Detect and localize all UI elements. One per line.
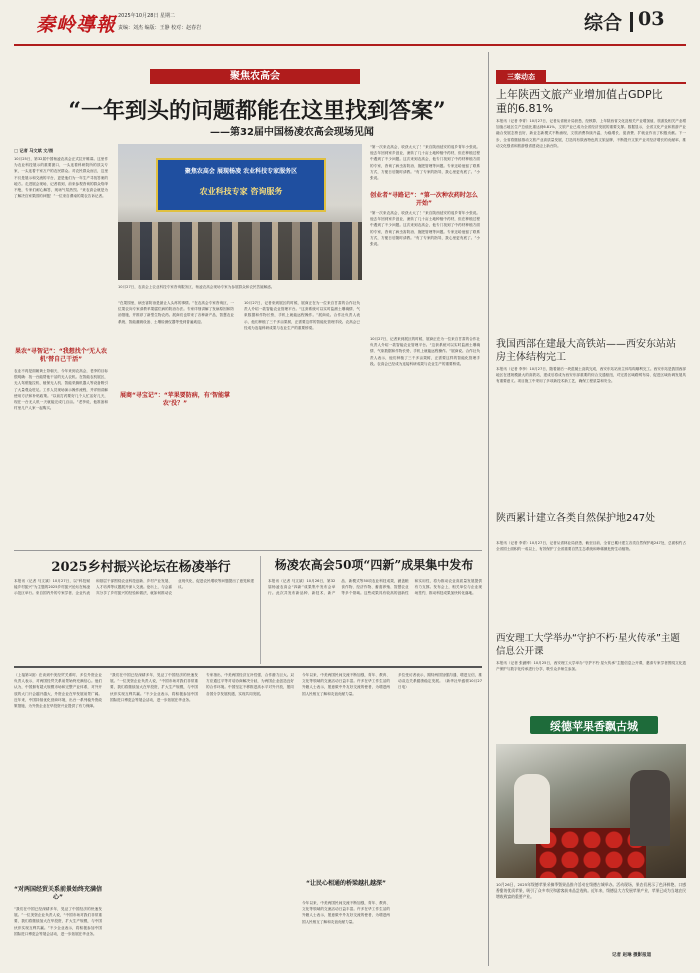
forum-headline: 2025乡村振兴论坛在杨凌举行: [51, 560, 231, 575]
right-column-divider: [488, 52, 489, 966]
news-3-body: 本报讯（记者 李青）10月27日，记者从省林业局获悉，截至目前，全省已累计建立各类自然保护地247处，总面积约占全省国土面积的一成以上，有效保护了全省重要自然生态系统和珍稀濒危野生动植物。: [496, 541, 686, 552]
bottom-col-3: 专家指出，中美两国经济互补性强，合作潜力巨大。双方应通过平等对话协商解决分歧，为两国企业创造良好的合作环境。中国坚定不移推进高水平对外开放，愿同各国分享发展机遇，实现共同发展。: [206, 673, 294, 696]
release-headline: 杨凌农高会50项“四新”成果集中发布: [274, 558, 474, 572]
photo-person-right: [630, 770, 670, 846]
masthead-logo: 秦岭導報: [36, 14, 117, 36]
page-divider-bar: [630, 12, 633, 32]
date-line: 2025年10月28日 星期二: [118, 13, 176, 19]
news-1-body: 本报讯（记者 李青）10月27日，记者从省统计局获悉，经核算，上年陕西省文化及相关产业增加值、旅游及相关产业增加值占地区生产总值比重达到6.81%，文旅产业已成为全省经济发展的重要支撑。数据显示，全省文化产业和旅游产业融合发展态势良好，新业态新模式不断涌现，文旅消费持续升温，为稳增长、促消费、扩就业作出了积极贡献。下一步，全省将继续推动文旅产业高质量发展，打造具有陕西特色的文旅品牌，不断提升文旅产业对经济增长的贡献率，推动文化强省和旅游强省建设迈上新台阶。: [496, 119, 686, 148]
news-4-body: 本报讯（记者 张涵博）10月25日，西安理工大学举办“守护不朽·星火传承”主题信息公开课，邀请专家学者围绕文化遗产保护与数字化传承进行分享，吸引众多师生参加。: [496, 661, 686, 672]
feature-col-1: 10月25日，第32届中国杨凌农高会正式拉开帷幕。这里作为农业科技展示的重要窗口，一头连着科研院所的顶尖专家，一头连着千家万户的农民群众。对农民群众而言，这里不仅是展示和交流的平台，更是他们为一年生产寻找答案的地方。走进展会现场，记者看到，前来参观咨询的群众络绎不绝，专家们耐心解答，现场气氛热烈。“来农高会就是为了解决自家果园的问题！”一位来自渭南的果农告诉记者。: [14, 157, 108, 199]
photo-signboard-banner: 农业科技专家 咨询服务: [199, 187, 283, 196]
forum-body: 本报讯（记者 马文斌）10月27日，以“科技赋能乡村振兴”为主题的2025乡村振兴论坛在杨凌示范区举行。来自国内外的专家学者、企业代表和基层干部围绕农业科技创新、乡村产业发展、人才培养等议题展开深入交流。论坛上，与会嘉宾分享了乡村振兴的经验和做法，就如何推动农业现代化、促进农民增收等问题提出了意见和建议。: [14, 579, 254, 596]
bottom-col-1: （上接第1版）在谈到中美经贸关系时，多位外资企业负责人表示，对两国经贸关系前景始终充满信心。他们认为，中国拥有超大规模市场和完整产业体系，对外开放的大门只会越开越大，外资企业在华发展前景广阔。近年来，中国持续优化营商环境，出台一系列稳外资政策措施，为外资企业在华投资兴业提供了有力保障。: [14, 673, 102, 709]
masthead-rule: [14, 44, 686, 46]
feature-col-5-text: “第一次来农高会，收获太大了！”来自陕西延安的返乡青年小张说。他去年回到家乡创业，流转了几十亩土地种植中药材，但在种植过程中遇到了不少问题。这次来到农高会，他专门找到了中药材种植方面的专家，咨询了病虫害防治、施肥管理等问题。专家还给他留了联系方式，方便日后随时请教。“有了专家的指导，我心里更有底了。”小张说。: [370, 145, 480, 181]
feature-headline: “一年到头的问题都能在这里找到答案”: [68, 98, 446, 124]
feature-col-4b: 10月27日，记者来到展区的时候，展商正在为一位来自甘肃的合作社负责人介绍一款智能农业管理平台。“这套系统可以实时监测土壤墒情、气象数据和作物长势，手机上就能远程操作。”展商说。合作社负责人表示，他们种植了三千多亩果树，正需要这样的智能化管理手段。农高会已经成为连接科研成果与农业生产的重要桥梁。: [370, 337, 480, 366]
separator-1: [14, 550, 482, 551]
bottom-col-5: 多位受访者表示，期待两国加强沟通、增进互信，推动双边关系健康稳定发展。（新华社华盛顿10月27日电）: [398, 673, 482, 690]
photo-person-left: [514, 774, 550, 844]
apple-photo-caption: 10月26日，2025年绥德苹果采摘季暨果品推介活动在绥德古城举办。活动现场，果农们展示了色泽鲜艳、口感香甜的优质苹果，吸引了众多市民和游客前来品尝选购。近年来，绥德县大力发展苹果产业，苹果已成为当地农民增收致富的重要产业。: [496, 882, 686, 899]
bottom-col-1b: “我们在中国已经深耕多年，见证了中国经济的快速发展。”一位美资企业负责人说，“中国市场对我们非常重要，我们将继续加大在华投资，扩大生产规模，与中国伙伴实现互利共赢。”不少企业表示，将积极参加中国国际进口博览会等展会活动，进一步拓展在华业务。: [14, 907, 102, 936]
feature-subhead: ——第32届中国杨凌农高会现场见闻: [210, 127, 374, 138]
bottom-col-2: “我们在中国已经深耕多年，见证了中国经济的快速发展。”一位美资企业负责人说，“中国市场对我们非常重要，我们将继续加大在华投资，扩大生产规模，与中国伙伴实现互利共赢。”不少企业表示，将积极参加中国国际进口博览会等展会活动，进一步拓展在华业务。: [110, 673, 198, 702]
editors-line: 责编：刘杰 编版：王静 校对：赵春岩: [118, 25, 202, 31]
feature-photo-caption: 10月27日，农高会上农业科技专家咨询服务区，杨凌农高会现场专家为参展群众和农民答疑解惑。: [118, 285, 275, 289]
bottom-col-4a: 今年以来，中美两国民间交流不断加强，青年、教育、文化等领域的交流活动日益丰富。许多在华工作生活的外籍人士表示，愿意做中外友好交流的使者，为增进两国人民相互了解和友谊贡献力量。: [302, 673, 390, 696]
feature-photo: [118, 144, 362, 280]
feature-col-2: 农业不再是面朝黄土背朝天，今年来到农高会，老李的目标很明确：找一台能帮他干活的无人农机。在智能农机展区，无人驾驶拖拉机、植保无人机、智能采摘机器人等设备吸引了大量观众驻足。工作人员现场演示操作流程，并详细讲解使用方法和补贴政策。“以前打药要好几个人忙活好几天，现在一台无人机一天就能完成几百亩。”老李说，他准备和村里几户人家一起购买。: [14, 369, 108, 411]
page-number: 03: [638, 8, 665, 30]
feature-byline: □ 记者 马文斌 文/图: [14, 148, 54, 153]
feature-col-3: “在果园里，病虫害防治是最让人头疼的事情。”在农高会专家咨询区，一位果农向专家请教苹果腐烂病的防治办法。专家详细讲解了发病原因和防治措施，并推荐了新型生物农药。展商们也带来了各种新产品，智慧农业系统、智能灌溉设备、土壤检测仪器等受到普遍欢迎。: [118, 301, 234, 324]
news-4-title: 西安理工大学举办“守护不朽·星火传承”主题信息公开课: [496, 633, 680, 657]
apple-photo: [496, 744, 686, 878]
separator-2: [14, 666, 482, 668]
photo-signboard-text: 聚焦农高会 展现杨凌 农业科技专家服务区: [184, 168, 298, 175]
regional-news-label: 三秦动态: [496, 70, 546, 84]
photo-signboard: [156, 158, 326, 212]
feature-banner: 聚焦农高会: [150, 69, 360, 84]
feature-subhead-3: 展商“寻宝记”：“苹果要防病，有‘智能掌农’没？”: [119, 392, 231, 407]
release-body: 本报讯（记者 马文斌）10月26日，第32届杨凌农高会“四新”成果集中发布会举行。此次共发布新品种、新技术、新产品、新模式等50项农业科技成果，涵盖粮食作物、经济作物、畜禽养殖、智慧农业等多个领域。这些成果具有较高的创新性和实用性，将为推动农业高质量发展提供有力支撑。发布会上，相关单位与企业现场签约，推动科技成果加快转化落地。: [268, 579, 482, 596]
feature-col-5b: “第一次来农高会，收获太大了！”来自陕西延安的返乡青年小张说。他去年回到家乡创业，流转了几十亩土地种植中药材，但在种植过程中遇到了不少问题。这次来到农高会，他专门找到了中药材种植方面的专家，咨询了病虫害防治、施肥管理等问题。专家还给他留了联系方式，方便日后随时请教。“有了专家的指导，我心里更有底了。”小张说。: [370, 211, 480, 247]
news-2-body: 本报讯（记者 李李）10月27日，随着最后一块混凝土浇筑完成，西安东站站房主体结构顺利完工。西安东站是我国西部地区在建规模最大的高铁站，建成后将成为西安东部重要的综合交通枢纽，对完善区域路网布局、促进区域协调发展具有重要意义。项目施工中采用了多项新技术新工艺，确保工程质量和安全。: [496, 367, 686, 384]
news-3-title: 陕西累计建立各类自然保护地247处: [496, 513, 656, 524]
feature-col-4: 10月27日，记者来到展区的时候，展商正在为一位来自甘肃的合作社负责人介绍一款智能农业管理平台。“这套系统可以实时监测土壤墒情、气象数据和作物长势，手机上就能远程操作。”展商说。合作社负责人表示，他们种植了三千多亩果树，正需要这样的智能化管理手段。农高会已经成为连接科研成果与农业生产的重要桥梁。: [244, 301, 360, 330]
regional-news-header: [496, 70, 686, 84]
news-2-title: 我国西部在建最大高铁站——西安东站站房主体结构完工: [496, 339, 676, 363]
news-1-title: 上年陕西文旅产业增加值占GDP比重的6.81%: [496, 88, 663, 115]
regional-news-rule: [546, 82, 686, 84]
feature-subhead-1: 果农“寻智记”：“我想找个‘无人农机’替自己干活”: [14, 348, 108, 363]
feature-subhead-2: 创业者“寻路记”：“第一次种农药时怎么开始”: [370, 192, 478, 207]
photo-story-title: 绥德苹果香飘古城: [550, 720, 638, 733]
apple-photo-credit: 记者 赵琳 摄影报道: [612, 953, 652, 958]
bottom-col-4b: 今年以来，中美两国民间交流不断加强，青年、教育、文化等领域的交流活动日益丰富。许多在华工作生活的外籍人士表示，愿意做中外友好交流的使者，为增进两国人民相互了解和友谊贡献力量。: [302, 901, 390, 924]
bottom-box-title: “对两国经贸关系前景始终充满信心”: [14, 886, 102, 901]
photo-crowd: [118, 222, 362, 280]
mid-divider: [260, 556, 261, 664]
bottom-subhead: “让民心相通的桥梁越扎越深”: [306, 880, 386, 887]
section-name: 综合: [584, 12, 623, 34]
photo-story-banner: [530, 716, 658, 734]
masthead: [0, 0, 700, 50]
